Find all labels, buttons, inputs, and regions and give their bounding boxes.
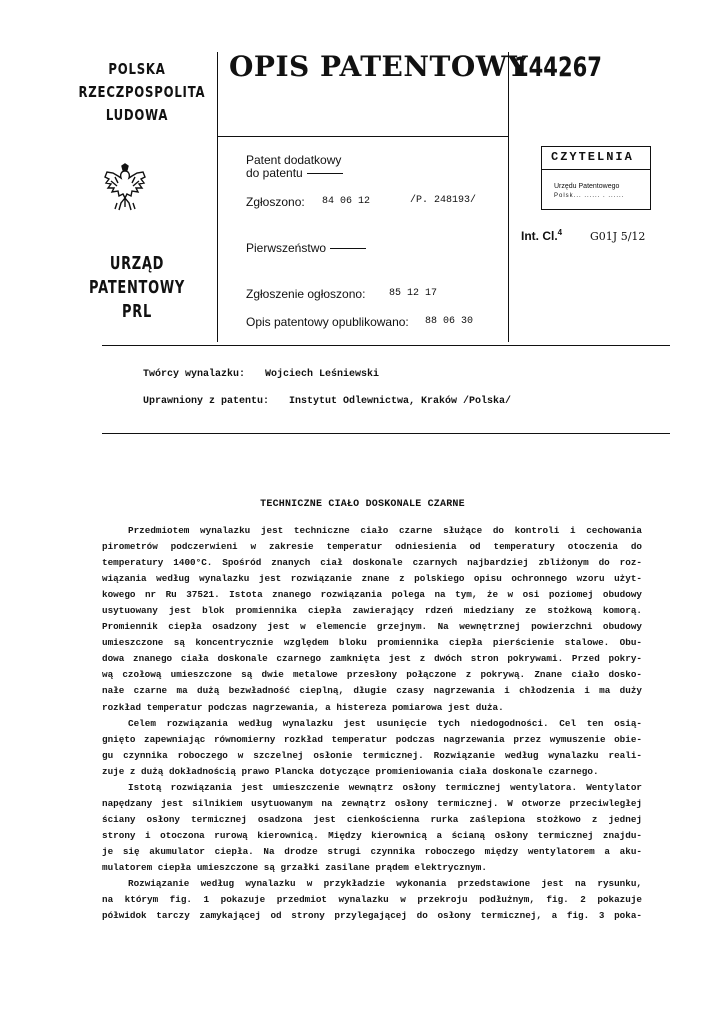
additional-patent-sublabel: do patentu — [246, 166, 343, 180]
creators-row — [143, 369, 380, 380]
body-line: umieszczone są koncentrycznie względem bloku promiennika ciepła pierścienie stalowe. Obu- — [102, 637, 642, 649]
country-line: LUDOWA — [105, 106, 169, 124]
body-line: gu czynnika roboczego w szczelnej osłonie termicznej. Rozwiązanie według wynalazku reali- — [102, 749, 642, 761]
body-line: mulatorem ciepła umieszczone są grzałki zasilane prądem elektrycznym. — [102, 861, 487, 873]
body-line: zuje z dużą dokładnością prawo Plancka dotyczące promieniowania ciała doskonale czarnego. — [102, 765, 599, 777]
body-line: nałe czarne ma dużą bezwładność cieplną, długie czasy nagrzewania i chłodzenia i ma duży — [102, 685, 642, 697]
body-line: Istotą rozwiązania jest umieszczenie wewnątrz osłony termicznej wentylatora. Wentylator — [128, 781, 642, 793]
classification-value: G01J 5/12 — [590, 230, 646, 243]
country-line: POLSKA — [108, 60, 166, 78]
document-type-title: OPIS PATENTOWY — [229, 50, 529, 83]
filed-label: Zgłoszono: — [246, 195, 305, 209]
body-line: Rozwiązanie według wynalazku w przykładzie wykonania przedstawione jest na rysunku, — [128, 878, 642, 890]
patent-office-name — [83, 252, 191, 324]
priority-label: Pierwszeństwo — [246, 241, 366, 255]
body-line: dowa znanego ciała doskonale czarnego zamknięta jest z dwóch stron pokrywami. Przed pokry- — [102, 653, 642, 665]
office-line: URZĄD — [109, 253, 165, 274]
stamp-line: Urzędu Patentowego — [554, 183, 620, 190]
filed-date: 84 06 12 — [322, 196, 371, 207]
reading-room-stamp — [541, 146, 651, 210]
body-line: je się akumulator ciepła. Na drodze strugi czynnika roboczego między wentylatorem a aku- — [102, 845, 642, 857]
document-body — [102, 523, 642, 924]
meta-bottom-rule — [102, 433, 670, 434]
stamp-title: CZYTELNIA — [551, 150, 634, 164]
patent-number: 144267 — [514, 52, 602, 83]
body-line: wiązania według wynalazku jest rozwiązanie znane z polskiego opisu ochronnego wzoru użyt- — [102, 573, 642, 585]
column-divider — [508, 52, 509, 342]
body-line: Celem rozwiązania według wynalazku jest usunięcie tych niedogodności. Cel ten osią- — [128, 717, 642, 729]
eagle-emblem-icon — [103, 163, 147, 213]
blank-line — [330, 248, 366, 249]
office-line: PATENTOWY — [89, 277, 185, 298]
office-line: PRL — [122, 301, 152, 322]
creators-label: Twórcy wynalazku: — [143, 369, 246, 380]
holder-row — [143, 396, 512, 407]
header-bottom-rule — [102, 345, 670, 346]
published-date: 88 06 30 — [425, 316, 474, 327]
application-number: /P. 248193/ — [410, 195, 477, 206]
additional-patent-label: Patent dodatkowy — [246, 153, 342, 167]
holder-label: Uprawniony z patentu: — [143, 396, 270, 407]
column-divider — [217, 52, 218, 342]
body-line: pirometrów podczerwieni w zakresie temperatur odniesienia od temperatury otoczenia do — [102, 541, 642, 553]
body-line: gnięto zapewniając równomierny rozkład temperatur podczas nagrzewania przez wymuszenie obie- — [102, 733, 642, 745]
body-line: Promiennik ciepła osadzony jest w elemencie grzejnym. Na wewnętrznej powierzchni obudowy — [102, 621, 642, 633]
announced-date: 85 12 17 — [389, 288, 438, 299]
body-line: wą czołową umieszczone są dwie metalowe przesłony połączone z pokrywą. Znane ciało dosko- — [102, 669, 642, 681]
creators-value: Wojciech Leśniewski — [265, 369, 380, 380]
holder-value: Instytut Odlewnictwa, Kraków /Polska/ — [289, 396, 512, 407]
stamp-divider — [542, 169, 650, 170]
body-line: Przedmiotem wynalazku jest techniczne ciało czarne służące do kontroli i cechowania — [128, 525, 642, 536]
body-line: usytuowany jest blok promiennika ciepła zawierający rdzeń miedziany ze stożkową komorą. — [102, 605, 642, 617]
header-divider — [218, 136, 509, 137]
body-line: rozkład temperatur podczas nagrzewania, a histereza pomiarowa jest duża. — [102, 701, 504, 713]
country-name — [78, 58, 206, 127]
body-line: ściany osłony termicznej osadzona jest cienkościenna rurka zaślepiona stożkowo z jednej — [102, 813, 642, 825]
classification-label: Int. Cl.$^4$ — [521, 228, 563, 243]
body-line: strony i otoczona rurową kierownicą. Między kierownicą a ścianą osłony termicznej znajdu- — [102, 829, 642, 841]
body-line: kowego nr Ru 37521. Istota znanego rozwiązania polega na tym, że w osi poziomej obudowy — [102, 589, 642, 601]
published-label: Opis patentowy opublikowano: — [246, 315, 409, 329]
blank-line — [307, 173, 343, 174]
document-title: TECHNICZNE CIAŁO DOSKONALE CZARNE — [260, 499, 465, 510]
country-line: RZECZPOSPOLITA — [78, 83, 206, 101]
body-line: napędzany jest silnikiem usytuowanym na zewnątrz osłony termicznej. W otworze przeciwległej — [102, 797, 642, 809]
stamp-line: Polsk... ...... . ...... — [554, 193, 625, 199]
body-line: półwidok tarczy zamykającej od strony przylegającej do osłony termicznej, a fig. 3 poka- — [102, 910, 642, 922]
body-line: temperatury 1400°C. Spośród znanych ciał doskonale czarnych najbardziej zbliżonym do roz- — [102, 557, 642, 569]
announced-label: Zgłoszenie ogłoszono: — [246, 287, 366, 301]
body-line: na którym fig. 1 pokazuje przedmiot wynalazku w przekroju podłużnym, fig. 2 pokazuje — [102, 894, 642, 906]
